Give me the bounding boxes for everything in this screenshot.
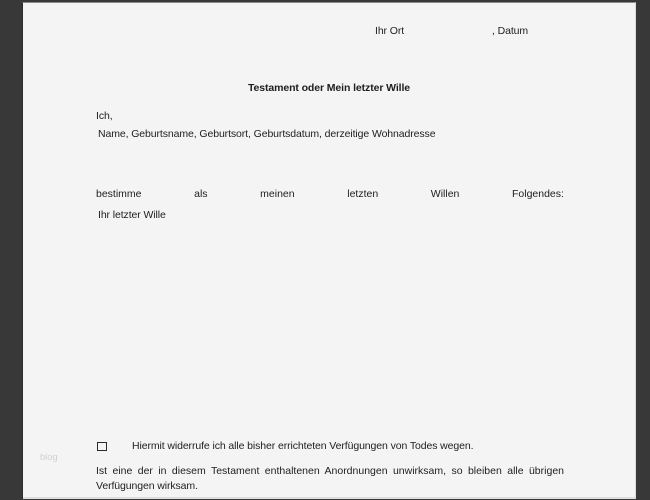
document-title: Testament oder Mein letzter Wille [247, 82, 411, 94]
declaration-word: bestimme [96, 188, 142, 200]
declaration-word: als [194, 188, 208, 200]
declaration-word: meinen [260, 188, 295, 200]
last-will-field[interactable]: Ihr letzter Wille [98, 209, 166, 221]
severability-clause-line2: Verfügungen wirksam. [96, 480, 198, 492]
date-field[interactable]: , Datum [492, 25, 529, 37]
revocation-text: Hiermit widerrufe ich alle bisher errichteten Verfügungen von Todes wegen. [132, 440, 474, 452]
severability-clause-line1: Ist eine der in diesem Testament enthaltenen Anordnungen unwirksam, so bleiben alle übrigen [96, 465, 564, 477]
place-field[interactable]: Ihr Ort [375, 25, 405, 37]
declaration-word: Folgendes: [511, 188, 564, 200]
document-page [22, 2, 636, 499]
watermark-text: blog [40, 452, 58, 463]
declaration-line [96, 188, 564, 200]
declaration-word: Willen [430, 188, 460, 200]
declaration-word: letzten [347, 188, 379, 200]
identity-field[interactable]: Name, Geburtsname, Geburtsort, Geburtsdatum, derzeitige Wohnadresse [98, 128, 436, 140]
revocation-checkbox[interactable] [97, 442, 107, 451]
intro-text: Ich, [96, 110, 113, 122]
